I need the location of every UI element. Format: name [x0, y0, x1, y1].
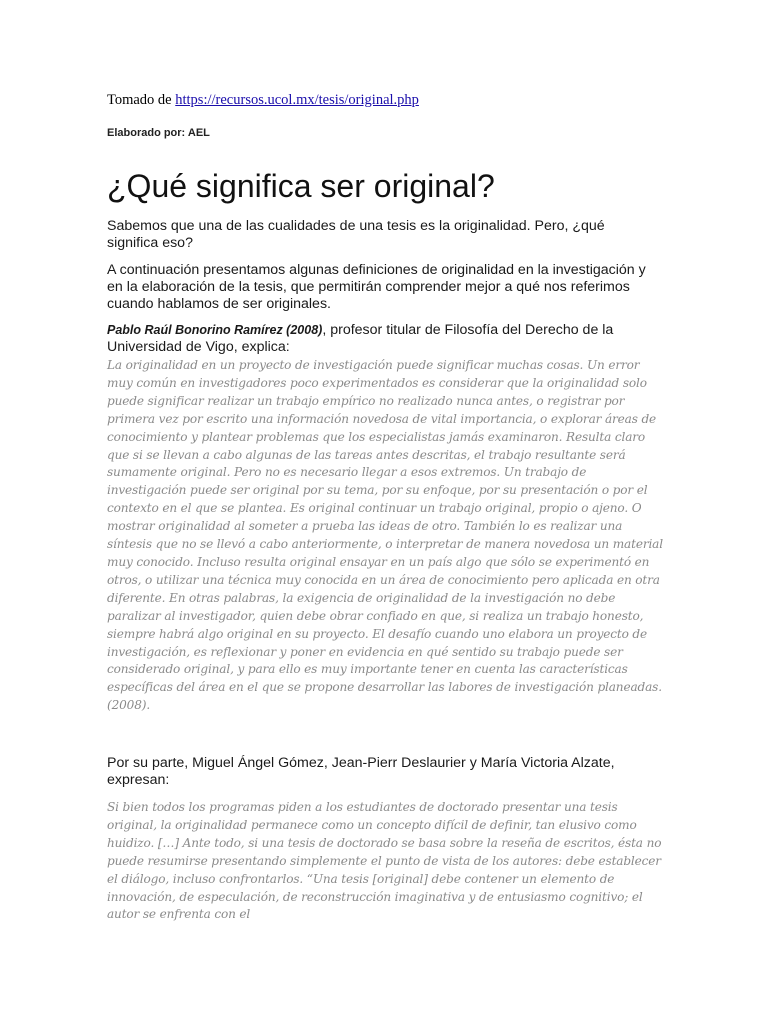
cited-author: Pablo Raúl Bonorino Ramírez (2008) — [107, 323, 323, 337]
intro-paragraph: Sabemos que una de las cualidades de una tesis es la originalidad. Pero, ¿qué significa eso? — [107, 218, 605, 251]
source-line — [107, 92, 419, 109]
source-prefix: Tomado de — [107, 92, 176, 108]
author-credit: Elaborado por: AEL — [107, 127, 210, 139]
citation-text: , profesor titular de Filosofía del Derecho de la Universidad de Vigo, explica: — [107, 322, 614, 355]
bonorino-quote: La originalidad en un proyecto de investigación puede significar muchas cosas. Un error muy común en investigadores poco experimentados es considerar que la originalidad solo puede significar realizar un trabajo empírico no realizado nunca antes, o registrar por primera vez por escrito una información novedosa de vital importancia, o explorar áreas de conocimiento y plantear problemas que los especialistas jamás examinaron. Resulta claro que si se llevan a cabo algunas de las tareas antes descritas, el trabajo resultante será sumamente original. Pero no es necesario llegar a esos extremos. Un trabajo de investigación puede ser original por su tema, por su enfoque, por su presentación o por el contexto en el que se plantea. Es original continuar un trabajo original, propio o ajeno. O mostrar originalidad al someter a prueba las ideas de otro. También lo es realizar una síntesis que no se llevó a cabo anteriormente, o interpretar de manera novedosa un material muy conocido. Incluso resulta original ensayar en un país algo que sólo se experimentó en otros, o utilizar una técnica muy conocida en un área de conocimiento pero aplicada en otra diferente. En otras palabras, la exigencia de originalidad de la investigación no debe paralizar al investigador, quien debe obrar confiado en que, si realiza un trabajo honesto, siempre habrá algo original en su proyecto. El desafío cuando uno elabora un proyecto de investigación, es reflexionar y poner en evidencia en qué sentido su trabajo puede ser considerado original, y para ello es muy importante tener en cuenta las características específicas del área en el que se propone desarrollar las labores de investigación planeadas. (2008). — [107, 358, 663, 713]
source-link[interactable]: https://recursos.ucol.mx/tesis/original.php — [175, 92, 419, 108]
definitions-paragraph: A continuación presentamos algunas definiciones de originalidad en la investigación y en la elaboración de la tesis, que permitirán comprender mejor a qué nos referimos cuando hablamos de ser originales. — [107, 262, 646, 312]
second-citation-paragraph: Por su parte, Miguel Ángel Gómez, Jean-Pierr Deslaurier y María Victoria Alzate, expresan: — [107, 755, 615, 788]
citation-paragraph — [107, 322, 659, 356]
gomez-quote: Si bien todos los programas piden a los estudiantes de doctorado presentar una tesis original, la originalidad permanece como un concepto difícil de definir, tan elusivo como huidizo. […] Ante todo, si una tesis de doctorado se basa sobre la reseña de escritos, ésta no puede resumirse presentando simplemente el punto de vista de los autores: debe establecer el diálogo, incluso confrontarlos. “Una tesis [original] debe contener un elemento de innovación, de especulación, de reconstrucción imaginativa y de entusiasmo cognitivo; el autor se enfrenta con el — [107, 800, 662, 922]
page-title: ¿Qué significa ser original? — [107, 168, 495, 204]
